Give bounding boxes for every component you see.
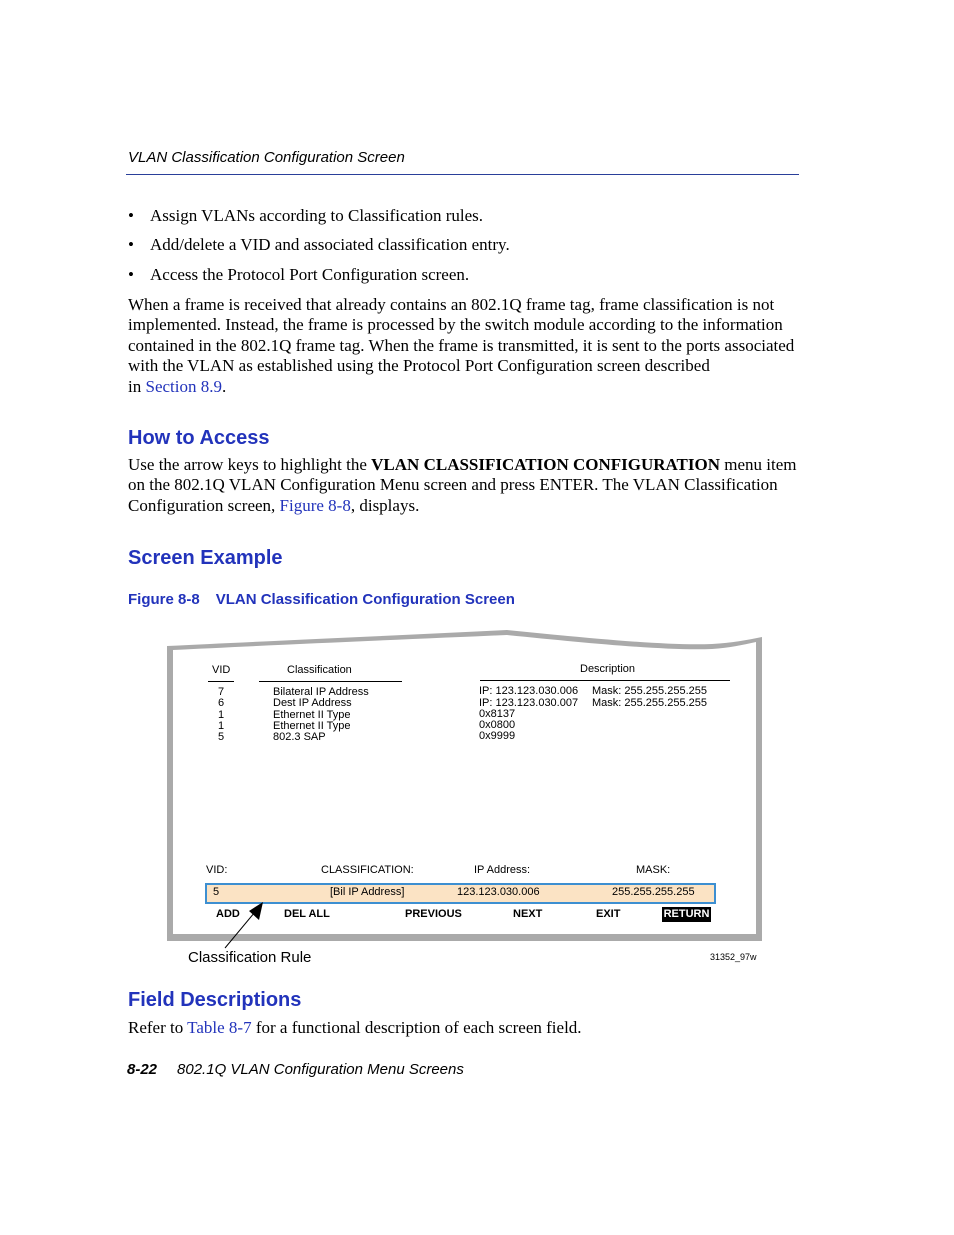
figure-link[interactable]: Figure 8-8 — [279, 495, 351, 515]
footer-title: 802.1Q VLAN Configuration Menu Screens — [177, 1061, 464, 1078]
previous-button[interactable]: PREVIOUS — [405, 908, 462, 920]
figure-caption: Figure 8-8 VLAN Classification Configuration Screen — [128, 591, 515, 608]
add-button[interactable]: ADD — [216, 908, 240, 920]
bullet-item: • Add/delete a VID and associated classification entry. — [128, 235, 510, 254]
callout-arrow-icon — [215, 898, 270, 953]
running-header: VLAN Classification Configuration Screen — [128, 149, 405, 166]
vid-header-rule — [208, 681, 234, 682]
callout-label: Classification Rule — [188, 949, 312, 966]
field-descriptions-heading: Field Descriptions — [128, 989, 302, 1011]
bullet-item: • Access the Protocol Port Configuration screen. — [128, 265, 470, 284]
page-number: 8-22 — [127, 1061, 158, 1078]
bullet-item: • Assign VLANs according to Classification rules. — [128, 206, 484, 225]
description-column-header: Description — [580, 663, 636, 675]
ip-address-input[interactable]: 123.123.030.006 — [457, 886, 540, 898]
classification-field-label: CLASSIFICATION: — [321, 864, 414, 876]
section-link[interactable]: Section 8.9 — [145, 376, 222, 396]
mask-input[interactable]: 255.255.255.255 — [612, 886, 695, 898]
description-header-rule — [480, 680, 730, 681]
vid-column-header: VID — [212, 664, 231, 676]
how-to-access-heading: How to Access — [128, 427, 270, 449]
del-all-button[interactable]: DEL ALL — [284, 908, 330, 920]
bullet-icon: • — [128, 265, 134, 284]
return-button[interactable]: RETURN — [663, 908, 710, 920]
screen-example-heading: Screen Example — [128, 547, 283, 569]
bullet-icon: • — [128, 235, 134, 254]
classification-header-rule — [259, 681, 402, 682]
field-descriptions-paragraph: Refer to Table 8-7 for a functional description of each screen field. — [128, 1018, 582, 1037]
intro-paragraph: When a frame is received that already contains an 802.1Q frame tag, frame classification is not implemented. Instead, the frame is processed by the switch module according to the information contained in the 802.1Q frame tag. When the frame is transmitted, it is sent to the ports associated with the VLAN as established using the Protocol Port Configuration screen described in Section 8.9. — [128, 295, 795, 396]
figure-id: 31352_97w — [710, 952, 757, 962]
next-button[interactable]: NEXT — [513, 908, 543, 920]
vid-input[interactable]: 5 — [213, 886, 220, 898]
table-link[interactable]: Table 8-7 — [187, 1018, 252, 1037]
how-to-access-paragraph: Use the arrow keys to highlight the VLAN CLASSIFICATION CONFIGURATION menu item on the 802.1Q VLAN Configuration Menu screen and press ENTER. The VLAN Classification Configuration screen, Figure 8-8, displays. — [128, 455, 797, 515]
page-footer — [127, 1061, 464, 1078]
classification-input[interactable]: [Bil IP Address] — [330, 886, 405, 898]
vid-field-label: VID: — [206, 864, 228, 876]
ip-address-field-label: IP Address: — [474, 864, 531, 876]
exit-button[interactable]: EXIT — [596, 908, 621, 920]
mask-field-label: MASK: — [636, 864, 671, 876]
header-rule — [126, 174, 799, 175]
bullet-icon: • — [128, 206, 134, 225]
classification-column-header: Classification — [287, 664, 352, 676]
